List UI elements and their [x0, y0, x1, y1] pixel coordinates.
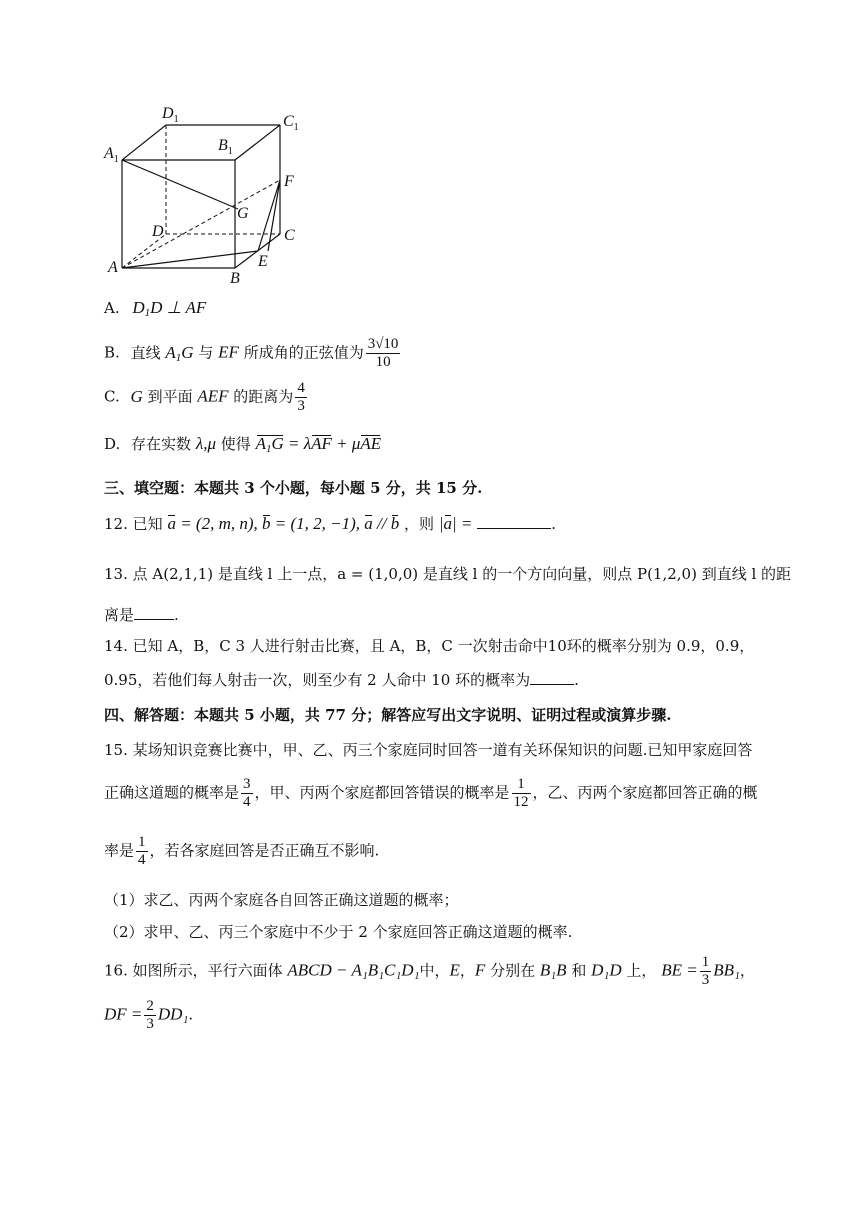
label-G: G — [237, 205, 249, 222]
section-4-heading: 四、解答题：本题共 5 小题，共 77 分；解答应写出文字说明、证明过程或演算步骤. — [104, 706, 672, 724]
section-3-heading: 三、填空题：本题共 3 个小题，每小题 5 分，共 15 分. — [104, 479, 483, 497]
question-15-line3: 率是 $\frac{1}{4}$ ，若各家庭回答是否正确互不影响. — [104, 834, 380, 868]
question-13-line1: 13. 点 A(2,1,1) 是直线 l 上一点，a = (1,0,0) 是直线 l 的一个方向向量，则点 P(1,2,0) 到直线 l 的距 — [104, 565, 792, 583]
question-15-sub2: （2）求甲、乙、丙三个家庭中不少于 2 个家庭回答正确这道题的概率. — [104, 923, 573, 941]
option-d: D. 存在实数 λ,μ 使得 $A_1G = \lambda AF + \mu AE$ — [104, 434, 382, 455]
question-12: 12. 已知 a = (2, m, n), b = (1, 2, −1), a // b ，则 |a| = . — [104, 514, 556, 533]
question-15-line1: 15. 某场知识竞赛比赛中，甲、乙、丙三个家庭同时回答一道有关环保知识的问题.已知甲家庭回答 — [104, 741, 753, 759]
option-c: C. G 到平面 AEF 的距离为 $\frac{4}{3}$ — [104, 380, 305, 414]
label-D: D — [152, 223, 164, 240]
question-15-line2: 正确这道题的概率是 $\frac{3}{4}$ ，甲、丙两个家庭都回答错误的概率是 $\frac{1}{12}$ ，乙、丙两个家庭都回答正确的概 — [104, 776, 758, 810]
question-15-sub1: （1）求乙、丙两个家庭各自回答正确这道题的概率； — [104, 891, 459, 909]
label-A1: $A_1$ — [104, 145, 119, 165]
cube-figure — [100, 100, 320, 290]
option-b: B. 直线 $A_1G$ 与 EF 所成角的正弦值为 $\frac{3√10}{10}$ — [104, 336, 399, 370]
question-13-line2: 离是 . — [104, 606, 179, 624]
label-A: A — [108, 259, 118, 276]
question-16-line2: DF = $\frac{2}{3}$ DD₁. — [104, 998, 194, 1032]
question-16-line1: 16. 如图所示，平行六面体 ABCD − A₁B₁C₁D₁中，E，F 分别在 B₁B 和 D₁D 上， BE = $\frac{1}{3}$ BB₁， — [104, 954, 755, 988]
question-14-line1: 14. 已知 A，B，C 3 人进行射击比赛，且 A，B，C 一次射击命中10环的概率分别为 0.9，0.9， — [104, 637, 755, 655]
label-C1: $C_1$ — [283, 113, 299, 133]
label-B: B — [230, 270, 240, 287]
question-14-line2: 0.95，若他们每人射击一次，则至少有 2 人命中 10 环的概率为 . — [104, 671, 579, 689]
label-E: E — [258, 253, 268, 270]
label-B1: $B_1$ — [218, 137, 233, 157]
label-D1: $D_1$ — [162, 105, 179, 125]
label-C: C — [284, 227, 295, 244]
option-a: A. $D_1D$ ⊥ AF — [104, 298, 207, 319]
label-F: F — [284, 173, 294, 190]
